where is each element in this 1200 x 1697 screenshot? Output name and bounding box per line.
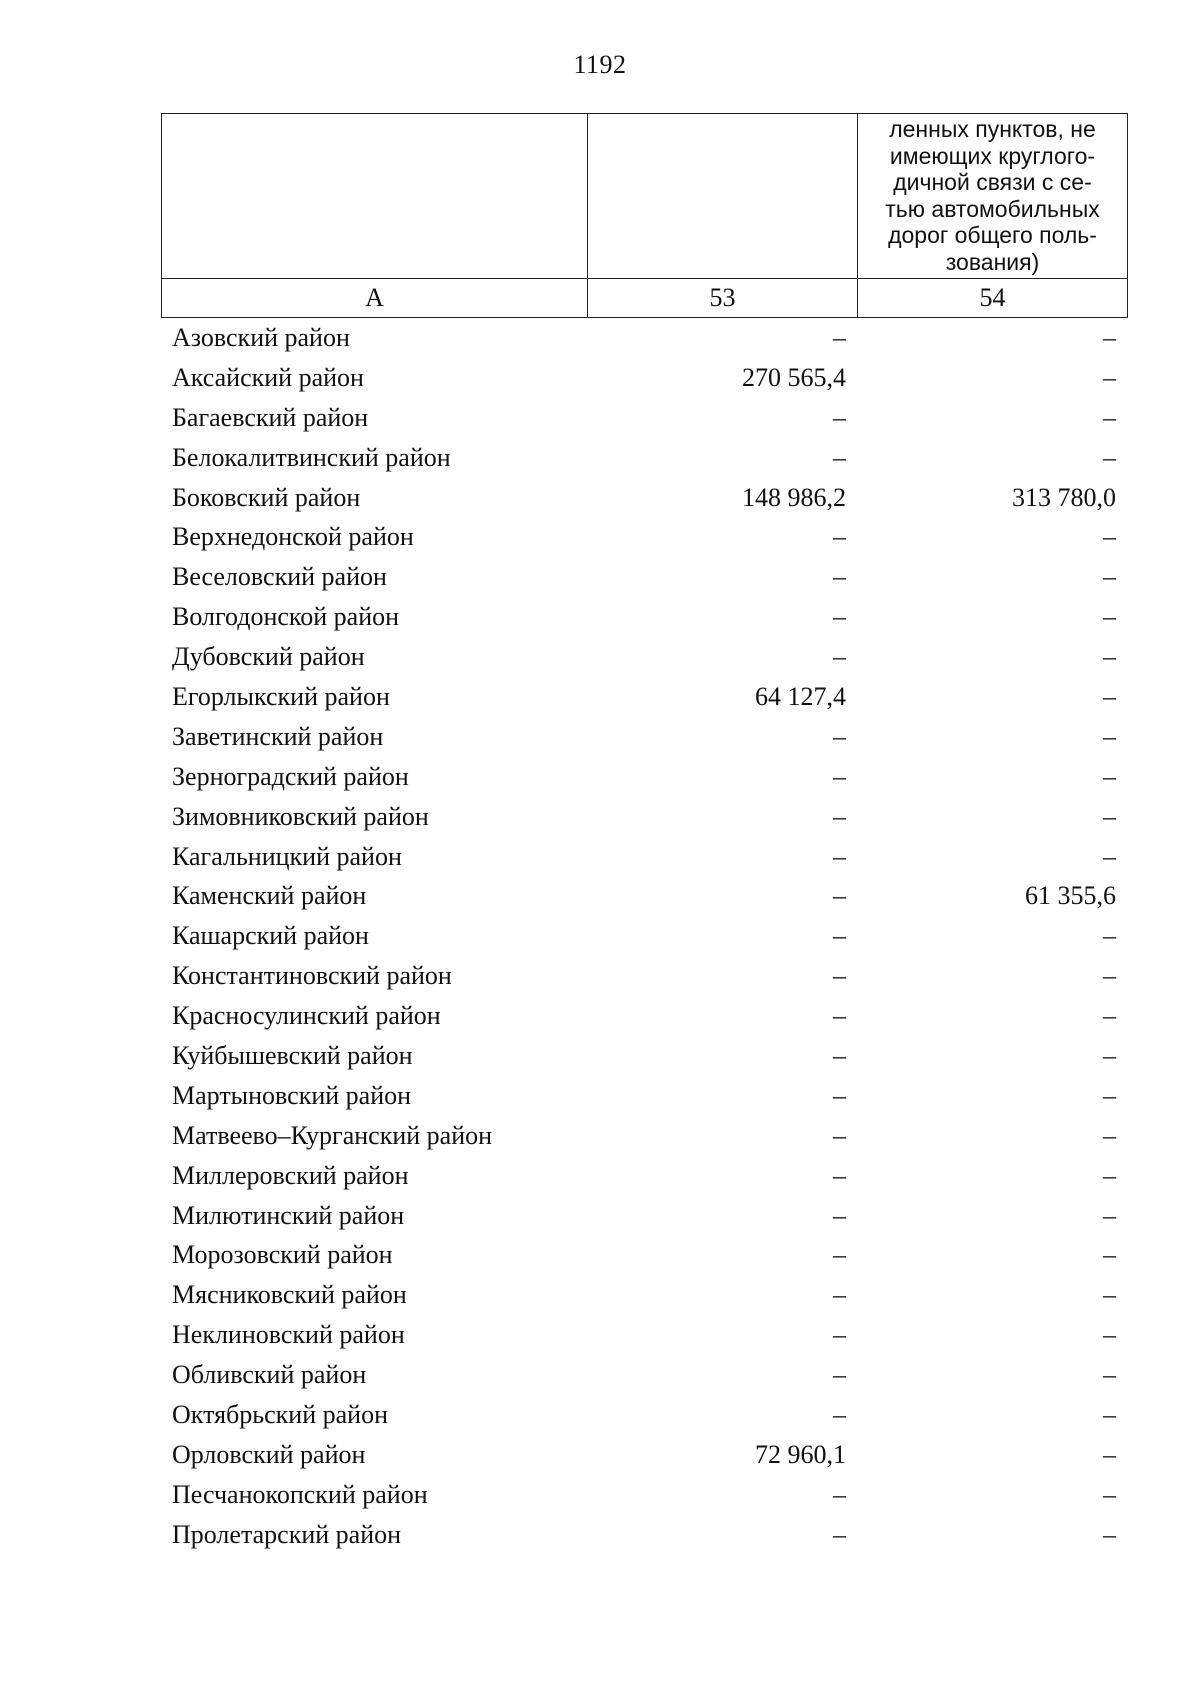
value-col-54: – <box>1103 1439 1116 1469</box>
header-cell-54 <box>858 114 1128 279</box>
district-name: Зимовниковский район <box>172 801 429 831</box>
value-col-53: – <box>833 1080 846 1110</box>
value-col-53: 72 960,1 <box>755 1439 846 1469</box>
table-row <box>161 1076 1127 1116</box>
value-col-53: – <box>833 1120 846 1150</box>
table-row <box>161 557 1127 597</box>
value-col-53: – <box>833 1320 846 1350</box>
district-name: Белокалитвинский район <box>172 442 451 472</box>
value-col-53: 64 127,4 <box>755 681 846 711</box>
value-col-54: – <box>1103 602 1116 632</box>
value-col-54: – <box>1103 402 1116 432</box>
header-cell-53-text <box>588 114 857 116</box>
value-col-54: – <box>1103 1200 1116 1230</box>
district-name: Матвеево–Курганский район <box>172 1120 493 1150</box>
value-col-53: – <box>833 1240 846 1270</box>
table-row <box>161 1315 1127 1355</box>
district-name: Каменский район <box>172 881 367 911</box>
value-col-54: – <box>1103 1240 1116 1270</box>
value-col-54: – <box>1103 322 1116 352</box>
table-row <box>161 677 1127 717</box>
value-col-53: – <box>833 1479 846 1509</box>
value-col-53: – <box>833 841 846 871</box>
column-number-row <box>162 279 1128 318</box>
table-row <box>161 717 1127 757</box>
page-number: 1192 <box>573 50 627 79</box>
value-col-53: – <box>833 642 846 672</box>
table-row <box>161 797 1127 837</box>
district-name: Куйбышевский район <box>172 1040 413 1070</box>
district-name: Константиновский район <box>172 961 452 991</box>
table-row <box>161 1515 1127 1555</box>
value-col-54: – <box>1103 1399 1116 1429</box>
value-col-54: – <box>1103 1001 1116 1031</box>
column-number-a: А <box>162 279 588 318</box>
value-col-53: – <box>833 1399 846 1429</box>
table-header <box>161 113 1128 318</box>
header-cell-54-text: ленных пунктов, не имеющих круглого- дичной связи с се- тью автомобильных дорог общего поль- зования) <box>885 116 1100 275</box>
table-row <box>161 1036 1127 1076</box>
table-row <box>161 1435 1127 1475</box>
value-col-54: – <box>1103 442 1116 472</box>
value-col-53: – <box>833 801 846 831</box>
district-name: Милютинский район <box>172 1200 405 1230</box>
value-col-53: – <box>833 1519 846 1549</box>
value-col-53: – <box>833 1160 846 1190</box>
value-col-53: – <box>833 1200 846 1230</box>
header-cell-a-text <box>162 114 587 116</box>
district-name: Кагальницкий район <box>172 841 402 871</box>
value-col-54: – <box>1103 1160 1116 1190</box>
value-col-53: – <box>833 522 846 552</box>
table-row <box>161 637 1127 677</box>
table-row <box>161 1235 1127 1275</box>
table-row <box>161 837 1127 877</box>
table-row <box>161 916 1127 956</box>
value-col-54: – <box>1103 681 1116 711</box>
value-col-54: – <box>1103 1479 1116 1509</box>
value-col-54: – <box>1103 1519 1116 1549</box>
table-row <box>161 438 1127 478</box>
value-col-54: – <box>1103 841 1116 871</box>
table-row <box>161 517 1127 557</box>
value-col-53: – <box>833 1280 846 1310</box>
district-name: Обливский район <box>172 1360 367 1390</box>
district-name: Заветинский район <box>172 721 384 751</box>
table-row <box>161 1395 1127 1435</box>
value-col-54: – <box>1103 522 1116 552</box>
district-name: Миллеровский район <box>172 1160 409 1190</box>
district-name: Октябрьский район <box>172 1399 388 1429</box>
value-col-53: – <box>833 322 846 352</box>
value-col-54: – <box>1103 642 1116 672</box>
value-col-53: – <box>833 602 846 632</box>
value-col-54: – <box>1103 801 1116 831</box>
value-col-53: – <box>833 1360 846 1390</box>
district-name: Орловский район <box>172 1439 366 1469</box>
value-col-53: – <box>833 402 846 432</box>
district-name: Багаевский район <box>172 402 369 432</box>
value-col-53: – <box>833 921 846 951</box>
district-name: Морозовский район <box>172 1240 393 1270</box>
header-text-row <box>162 114 1128 279</box>
value-col-54: – <box>1103 921 1116 951</box>
table-row <box>161 398 1127 438</box>
table-row <box>161 1275 1127 1315</box>
column-number-54: 54 <box>858 279 1128 318</box>
value-col-53: – <box>833 961 846 991</box>
value-col-54: – <box>1103 362 1116 392</box>
value-col-54: – <box>1103 1280 1116 1310</box>
value-col-54: – <box>1103 761 1116 791</box>
value-col-53: – <box>833 562 846 592</box>
value-col-54: – <box>1103 1320 1116 1350</box>
table-row <box>161 1156 1127 1196</box>
district-name: Азовский район <box>172 322 350 352</box>
header-cell-a <box>162 114 588 279</box>
table-row <box>161 757 1127 797</box>
district-name: Волгодонской район <box>172 602 400 632</box>
district-name: Веселовский район <box>172 562 387 592</box>
district-name: Пролетарский район <box>172 1519 402 1549</box>
value-col-54: – <box>1103 961 1116 991</box>
table-row <box>161 996 1127 1036</box>
value-col-54: 313 780,0 <box>1012 482 1116 512</box>
column-number-53: 53 <box>588 279 858 318</box>
value-col-54: – <box>1103 1040 1116 1070</box>
value-col-54: – <box>1103 1360 1116 1390</box>
table-row <box>161 1475 1127 1515</box>
value-col-53: – <box>833 1040 846 1070</box>
value-col-54: 61 355,6 <box>1025 881 1116 911</box>
value-col-53: – <box>833 442 846 472</box>
table-row <box>161 597 1127 637</box>
district-name: Зерноградский район <box>172 761 409 791</box>
value-col-53: – <box>833 881 846 911</box>
table-row <box>161 1196 1127 1236</box>
value-col-54: – <box>1103 1120 1116 1150</box>
district-table <box>161 318 1127 1555</box>
district-name: Мясниковский район <box>172 1280 407 1310</box>
value-col-53: 148 986,2 <box>742 482 846 512</box>
district-name: Верхнедонской район <box>172 522 414 552</box>
district-name: Красносулинский район <box>172 1001 441 1031</box>
table-row <box>161 1355 1127 1395</box>
value-col-54: – <box>1103 1080 1116 1110</box>
table-row <box>161 956 1127 996</box>
table-row <box>161 478 1127 518</box>
district-name: Кашарский район <box>172 921 369 951</box>
value-col-53: – <box>833 761 846 791</box>
table-row <box>161 358 1127 398</box>
district-name: Песчанокопский район <box>172 1479 428 1509</box>
district-name: Аксайский район <box>172 362 364 392</box>
table-row <box>161 318 1127 358</box>
district-name: Дубовский район <box>172 642 365 672</box>
table-row <box>161 1116 1127 1156</box>
table-row <box>161 876 1127 916</box>
value-col-54: – <box>1103 721 1116 751</box>
value-col-53: 270 565,4 <box>742 362 846 392</box>
value-col-54: – <box>1103 562 1116 592</box>
district-name: Неклиновский район <box>172 1320 405 1350</box>
district-name: Боковский район <box>172 482 361 512</box>
value-col-53: – <box>833 1001 846 1031</box>
district-name: Мартыновский район <box>172 1080 412 1110</box>
value-col-53: – <box>833 721 846 751</box>
district-name: Егорлыкский район <box>172 681 390 711</box>
header-cell-53 <box>588 114 858 279</box>
